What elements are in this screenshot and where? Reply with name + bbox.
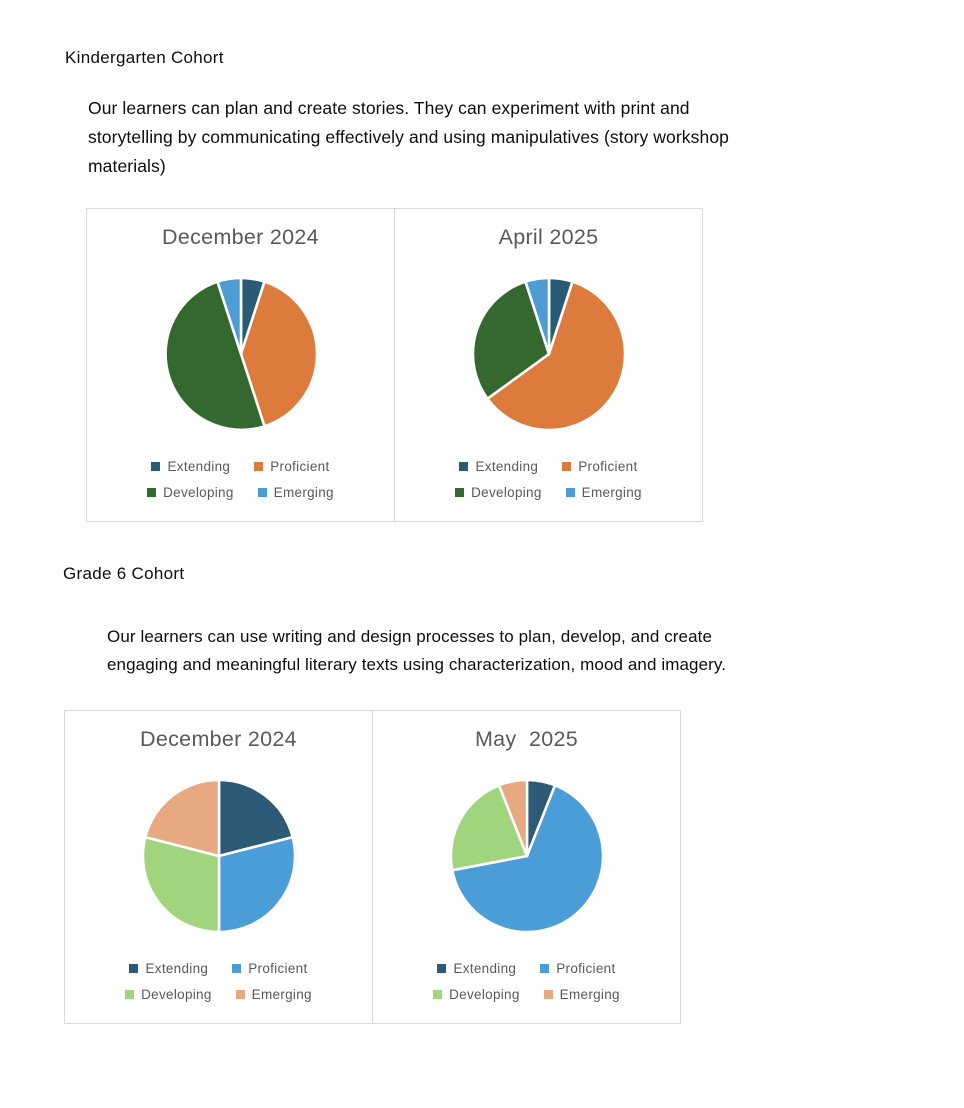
description-line: Our learners can plan and create stories. They can experiment with print and	[88, 98, 690, 118]
section-heading-grade6: Grade 6 Cohort	[63, 564, 185, 583]
grade6-description	[107, 623, 726, 679]
description-line: materials)	[88, 156, 166, 176]
description-line: storytelling by communicating effectively and using manipulatives (story workshop	[88, 127, 729, 147]
legend-label: Emerging	[581, 485, 642, 500]
legend-item-proficient	[540, 961, 615, 976]
legend-label: Extending	[145, 961, 209, 976]
pie-chart-panel-grade6-may-2025	[372, 710, 681, 1024]
legend-color-swatch	[232, 964, 241, 973]
grade6-charts-group	[64, 710, 681, 1024]
legend-label: Proficient	[270, 459, 330, 474]
chart-title: April 2025	[498, 225, 599, 249]
legend-row	[147, 485, 334, 500]
legend-label: Emerging	[251, 987, 312, 1002]
chart-title: December 2024	[162, 225, 319, 249]
pie-chart	[140, 777, 298, 935]
legend-color-swatch	[151, 462, 160, 471]
legend-item-developing	[147, 485, 234, 500]
legend-label: Extending	[167, 459, 231, 474]
pie-chart-panel-kindergarten-april-2025	[394, 208, 703, 522]
legend-row	[437, 961, 615, 976]
pie-chart	[162, 275, 320, 433]
legend-row	[455, 485, 642, 500]
legend-color-swatch	[459, 462, 468, 471]
legend-color-swatch	[566, 488, 575, 497]
pie-chart-panel-kindergarten-december-2024	[86, 208, 395, 522]
legend-item-extending	[437, 961, 516, 976]
legend-item-extending	[459, 459, 538, 474]
legend-item-emerging	[258, 485, 334, 500]
legend-item-emerging	[566, 485, 642, 500]
pie-chart-panel-grade6-december-2024	[64, 710, 373, 1024]
legend-color-swatch	[147, 488, 156, 497]
legend-label: Developing	[141, 987, 212, 1002]
legend-label: Proficient	[578, 459, 638, 474]
legend-color-swatch	[236, 990, 245, 999]
legend-label: Emerging	[559, 987, 620, 1002]
legend-label: Emerging	[273, 485, 334, 500]
legend-item-proficient	[232, 961, 307, 976]
legend-label: Developing	[163, 485, 234, 500]
legend-label: Proficient	[556, 961, 616, 976]
legend-color-swatch	[562, 462, 571, 471]
legend-color-swatch	[125, 990, 134, 999]
legend-item-extending	[129, 961, 208, 976]
legend-color-swatch	[437, 964, 446, 973]
legend-row	[151, 459, 329, 474]
legend-color-swatch	[540, 964, 549, 973]
legend-row	[459, 459, 637, 474]
legend-item-developing	[455, 485, 542, 500]
section-heading-kindergarten: Kindergarten Cohort	[65, 48, 224, 67]
legend-color-swatch	[254, 462, 263, 471]
kindergarten-charts-group	[86, 208, 703, 522]
legend-item-extending	[151, 459, 230, 474]
legend-color-swatch	[455, 488, 464, 497]
pie-chart	[470, 275, 628, 433]
legend-row	[433, 987, 620, 1002]
chart-title: December 2024	[140, 727, 297, 751]
legend-item-developing	[433, 987, 520, 1002]
legend-item-emerging	[544, 987, 620, 1002]
legend-color-swatch	[544, 990, 553, 999]
kindergarten-description	[88, 94, 729, 181]
legend-item-proficient	[562, 459, 637, 474]
legend-label: Developing	[449, 987, 520, 1002]
legend-label: Extending	[453, 961, 517, 976]
legend-label: Extending	[475, 459, 539, 474]
legend-item-developing	[125, 987, 212, 1002]
legend-item-emerging	[236, 987, 312, 1002]
chart-legend	[147, 459, 334, 500]
chart-legend	[433, 961, 620, 1002]
description-line: engaging and meaningful literary texts using characterization, mood and imagery.	[107, 655, 727, 674]
legend-item-proficient	[254, 459, 329, 474]
chart-legend	[125, 961, 312, 1002]
legend-row	[125, 987, 312, 1002]
legend-label: Proficient	[248, 961, 308, 976]
legend-color-swatch	[433, 990, 442, 999]
legend-label: Developing	[471, 485, 542, 500]
pie-chart	[448, 777, 606, 935]
description-line: Our learners can use writing and design processes to plan, develop, and create	[107, 627, 713, 646]
legend-color-swatch	[258, 488, 267, 497]
legend-row	[129, 961, 307, 976]
chart-legend	[455, 459, 642, 500]
legend-color-swatch	[129, 964, 138, 973]
chart-title: May 2025	[474, 727, 579, 751]
